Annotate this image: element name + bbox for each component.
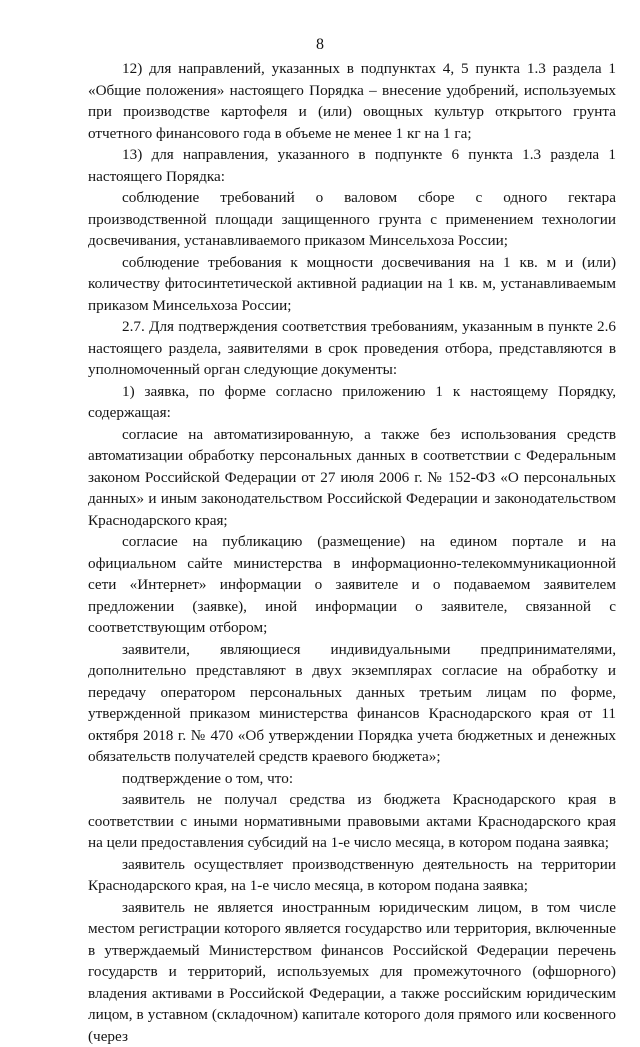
page-number: 8 xyxy=(0,36,640,54)
document-body xyxy=(88,58,616,1047)
paragraph-item-13: 13) для направления, указанного в подпункте 6 пункта 1.3 раздела 1 настоящего Порядка: xyxy=(88,144,616,187)
paragraph-lighting-power-requirement: соблюдение требования к мощности досвечивания на 1 кв. м и (или) количеству фитосинтетической активной радиации на 1 кв. м, устанавливаемым приказом Минсельхоза России; xyxy=(88,252,616,317)
paragraph-application: 1) заявка, по форме согласно приложению 1 к настоящему Порядку, содержащая: xyxy=(88,381,616,424)
paragraph-production-activity: заявитель осуществляет производственную деятельность на территории Краснодарского края, на 1-е число месяца, в котором подана заявка; xyxy=(88,854,616,897)
paragraph-item-12: 12) для направлений, указанных в подпунктах 4, 5 пункта 1.3 раздела 1 «Общие положения» настоящего Порядка – внесение удобрений, используемых при производстве картофеля и (или) овощных культур открытого грунта отчетного финансового года в объеме не менее 1 кг на 1 га; xyxy=(88,58,616,144)
paragraph-no-budget-funds: заявитель не получал средства из бюджета Краснодарского края в соответствии с иными нормативными правовыми актами Краснодарского края на цели предоставления субсидий на 1-е число месяца, в котором подана заявка; xyxy=(88,789,616,854)
paragraph-gross-harvest-requirement: соблюдение требований о валовом сборе с одного гектара производственной площади защищенного грунта с применением технологии досвечивания, устанавливаемого приказом Минсельхоза России; xyxy=(88,187,616,252)
paragraph-personal-data-consent: согласие на автоматизированную, а также без использования средств автоматизации обработку персональных данных в соответствии с Федеральным законом Российской Федерации от 27 июля 2006 г. № 152-ФЗ «О персональных данных» и иным законодательством Российской Федерации и законодательством Краснодарского края; xyxy=(88,424,616,532)
paragraph-entrepreneur-consent: заявители, являющиеся индивидуальными предпринимателями, дополнительно представляют в двух экземплярах согласие на обработку и передачу оператором персональных данных третьим лицам по форме, утвержденной приказом министерства финансов Краснодарского края от 11 октября 2018 г. № 470 «Об утверждении Порядка учета бюджетных и денежных обязательств получателей средств краевого бюджета»; xyxy=(88,639,616,768)
paragraph-not-foreign-entity: заявитель не является иностранным юридическим лицом, в том числе местом регистрации которого является государство или территория, включенные в утверждаемый Министерством финансов Российской Федерации перечень государств и территорий, используемых для промежуточного (офшорного) владения активами в Российской Федерации, а также российским юридическим лицом, в уставном (складочном) капитале которого доля прямого или косвенного (через xyxy=(88,897,616,1047)
paragraph-confirmation: подтверждение о том, что: xyxy=(88,768,616,790)
paragraph-publication-consent: согласие на публикацию (размещение) на едином портале и на официальном сайте министерства в информационно-телекоммуникационной сети «Интернет» информации о заявителе и о подаваемом заявителем предложении (заявке), иной информации о заявителе, связанной с соответствующим отбором; xyxy=(88,531,616,639)
paragraph-clause-2-7: 2.7. Для подтверждения соответствия требованиям, указанным в пункте 2.6 настоящего раздела, заявителями в срок проведения отбора, представляются в уполномоченный орган следующие документы: xyxy=(88,316,616,381)
